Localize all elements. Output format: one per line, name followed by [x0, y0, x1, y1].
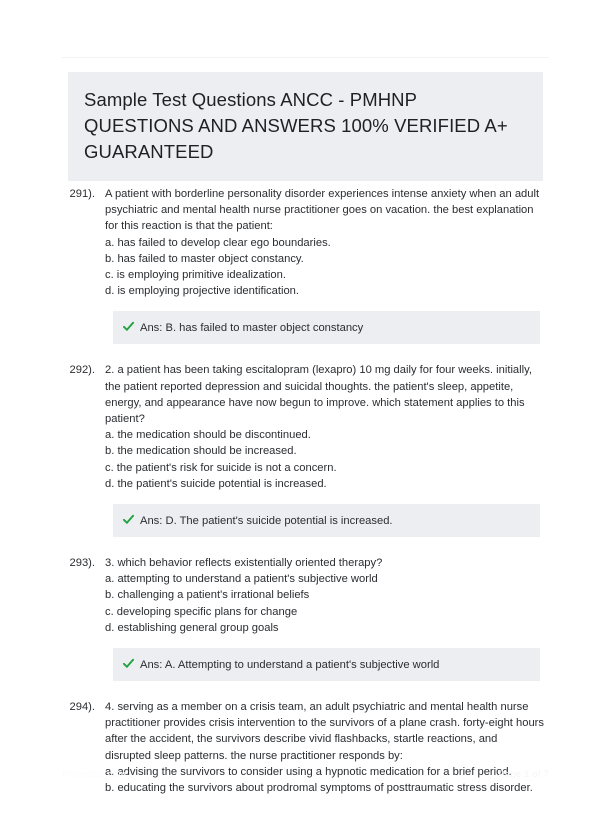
question-stem: 2. a patient has been taking escitalopram (lexapro) 10 mg daily for four weeks. initially, the patient reported depression and suicidal thoughts. the patient's sleep, appetite, energy, and appearance have now begun to improve. which statement applies to this patient? — [105, 364, 532, 426]
answer-text: Ans: A. Attempting to understand a patient's subjective world — [140, 659, 440, 672]
question-stem: 3. which behavior reflects existentially oriented therapy? — [105, 557, 383, 570]
answer-line — [123, 318, 530, 336]
answer-option[interactable]: c. is employing primitive idealization. — [105, 269, 286, 282]
answer-option[interactable]: c. the patient's risk for suicide is not a concern. — [105, 461, 337, 474]
check-icon — [123, 319, 134, 330]
answer-band — [113, 648, 540, 681]
answer-option[interactable]: d. establishing general group goals — [105, 621, 279, 634]
check-icon — [123, 512, 134, 523]
check-icon — [123, 656, 134, 667]
answer-text: Ans: B. has failed to master object constancy — [140, 322, 364, 335]
page-title: Sample Test Questions ANCC - PMHNP QUESTIONS AND ANSWERS 100% VERIFIED A+ GUARANTEED — [68, 72, 543, 181]
answer-option[interactable]: a. attempting to understand a patient's subjective world — [105, 573, 378, 586]
answer-option[interactable]: b. challenging a patient's irrational beliefs — [105, 589, 310, 602]
question-stem: A patient with borderline personality disorder experiences intense anxiety when an adult psychiatric and mental health nurse practitioner goes on vacation. the best explanation for this reaction is that the patient: — [105, 188, 540, 233]
question-row — [0, 699, 606, 796]
answer-band — [113, 504, 540, 537]
question-body — [105, 186, 606, 299]
question-number: 291). — [69, 188, 95, 200]
answer-option[interactable]: b. educating the survivors about prodromal symptoms of posttraumatic stress disorder. — [105, 782, 533, 795]
answer-option[interactable]: a. the medication should be discontinued. — [105, 429, 311, 442]
question-list — [0, 186, 606, 814]
answer-option[interactable]: c. developing specific plans for change — [105, 605, 298, 618]
footer-brand-watermark: PaperStic.com — [62, 769, 127, 780]
question-row — [0, 362, 606, 492]
answer-line — [123, 655, 530, 673]
question-block — [0, 555, 606, 681]
answer-option[interactable]: b. has failed to master object constancy. — [105, 252, 304, 265]
question-body — [105, 362, 606, 492]
footer-page-number: Page 1 of 7 — [498, 769, 549, 780]
answer-option[interactable]: d. the patient's suicide potential is increased. — [105, 477, 327, 490]
question-block — [0, 699, 606, 796]
answer-option[interactable]: d. is employing projective identification. — [105, 285, 300, 298]
question-block — [0, 362, 606, 537]
question-body — [105, 699, 606, 796]
answer-line — [123, 511, 530, 529]
answer-option[interactable]: a. advising the survivors to consider using a hypnotic medication for a brief period. — [105, 765, 512, 778]
answer-option[interactable]: b. the medication should be increased. — [105, 445, 297, 458]
question-row — [0, 186, 606, 299]
question-body — [105, 555, 606, 636]
question-stem: 4. serving as a member on a crisis team, an adult psychiatric and mental health nurse practitioner provides crisis intervention to the survivors of a plane crash. forty-eight hours after the accident, the survivors describe vivid flashbacks, startle reactions, and disrupted sleep patterns. the nurse practitioner responds by: — [105, 701, 545, 762]
question-block — [0, 186, 606, 344]
answer-band — [113, 311, 540, 344]
page-footer — [62, 769, 549, 780]
question-row — [0, 555, 606, 636]
question-number: 294). — [69, 701, 95, 714]
question-number: 293). — [69, 557, 95, 570]
answer-option[interactable]: a. has failed to develop clear ego boundaries. — [105, 236, 331, 249]
answer-text: Ans: D. The patient's suicide potential is increased. — [140, 515, 393, 528]
question-number: 292). — [69, 364, 95, 377]
header-divider — [62, 57, 549, 58]
